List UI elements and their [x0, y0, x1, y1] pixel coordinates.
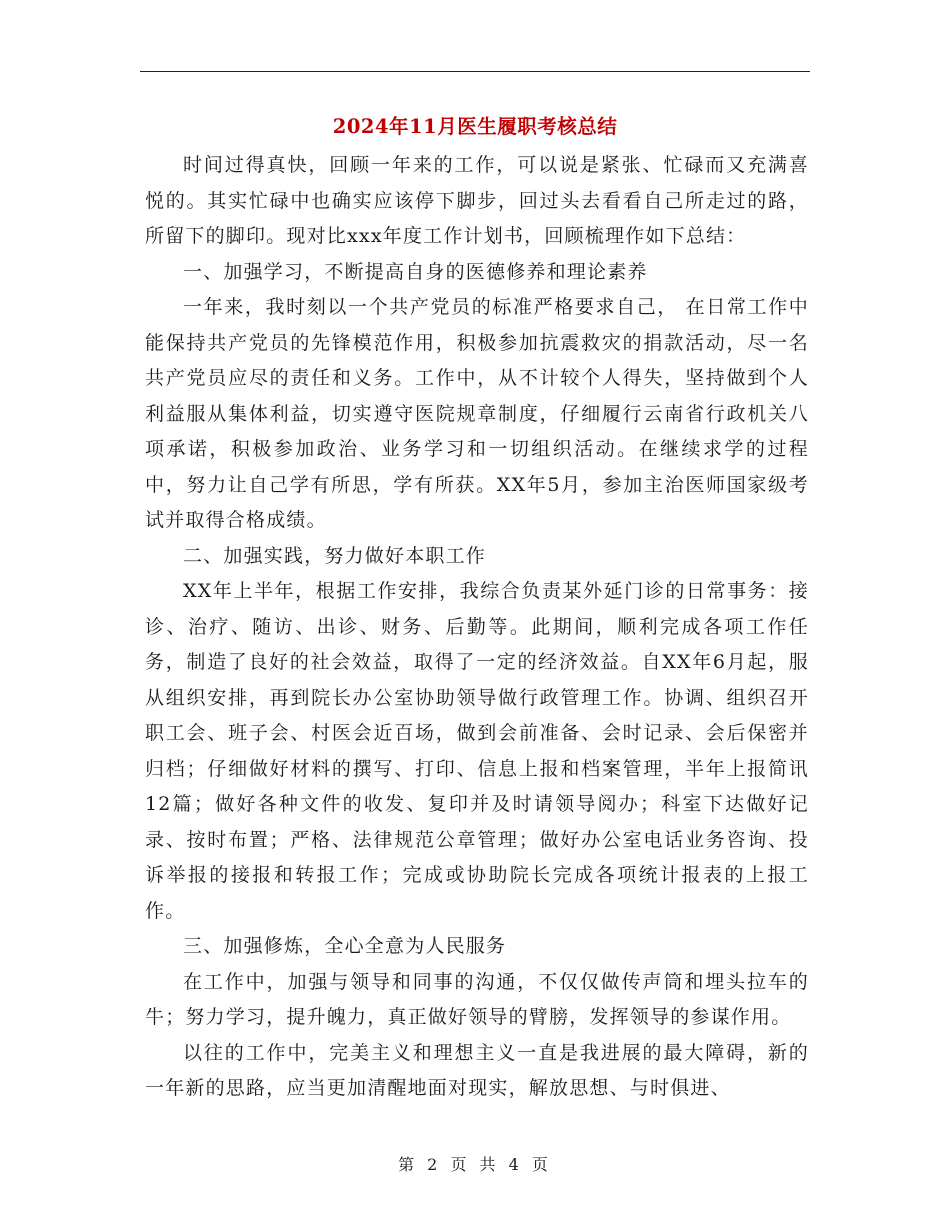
- paragraph-section-1: 一年来，我时刻以一个共产党员的标准严格要求自己， 在日常工作中能保持共产党员的先锋模范作用，积极参加抗震救灾的捐款活动，尽一名共产党员应尽的责任和义务。工作中，从不计较个人得失，坚持做到个人利益服从集体利益，切实遵守医院规章制度，仔细履行云南省行政机关八项承诺，积极参加政治、业务学习和一切组织活动。在继续求学的过程中，努力让自己学有所思，学有所获。XX年5月，参加主治医师国家级考试并取得合格成绩。: [145, 296, 809, 531]
- page-number: 第 2 页 共 4 页: [398, 1155, 552, 1174]
- page-title: 2024年11月医生履职考核总结: [332, 115, 618, 138]
- paragraph-intro: 时间过得真快，回顾一年来的工作，可以说是紧张、忙碌而又充满喜悦的。其实忙碌中也确实应该停下脚步，回过头去看看自己所走过的路，所留下的脚印。现对比xxx年度工作计划书，回顾梳理作如下总结：: [145, 154, 809, 247]
- paragraph-section-2: XX年上半年，根据工作安排，我综合负责某外延门诊的日常事务：接诊、治疗、随访、出诊、财务、后勤等。此期间，顺利完成各项工作任务，制造了良好的社会效益，取得了一定的经济效益。自XX年6月起，服从组织安排，再到院长办公室协助领导做行政管理工作。协调、组织召开职工会、班子会、村医会近百场，做到会前准备、会时记录、会后保密并归档；仔细做好材料的撰写、打印、信息上报和档案管理，半年上报简讯12篇；做好各种文件的收发、复印并及时请领导阅办；科室下达做好记录、按时布置；严格、法律规范公章管理；做好办公室电话业务咨询、投诉举报的接报和转报工作；完成或协助院长完成各项统计报表的上报工作。: [145, 580, 809, 922]
- header-rule: [140, 71, 810, 72]
- section-heading-1: 一、加强学习，不断提高自身的医德修养和理论素养: [183, 260, 648, 283]
- document-body: [145, 148, 809, 1107]
- paragraph-closing: 以往的工作中，完美主义和理想主义一直是我进展的最大障碍，新的一年新的思路，应当更加清醒地面对现实，解放思想、与时俱进、: [145, 1041, 809, 1099]
- section-heading-3: 三、加强修炼，全心全意为人民服务: [183, 935, 507, 957]
- section-heading-2: 二、加强实践，努力做好本职工作: [183, 544, 487, 567]
- paragraph-section-3: 在工作中，加强与领导和同事的沟通，不仅仅做传声筒和埋头拉车的牛；努力学习，提升魄力，真正做好领导的臂膀，发挥领导的参谋作用。: [145, 970, 809, 1028]
